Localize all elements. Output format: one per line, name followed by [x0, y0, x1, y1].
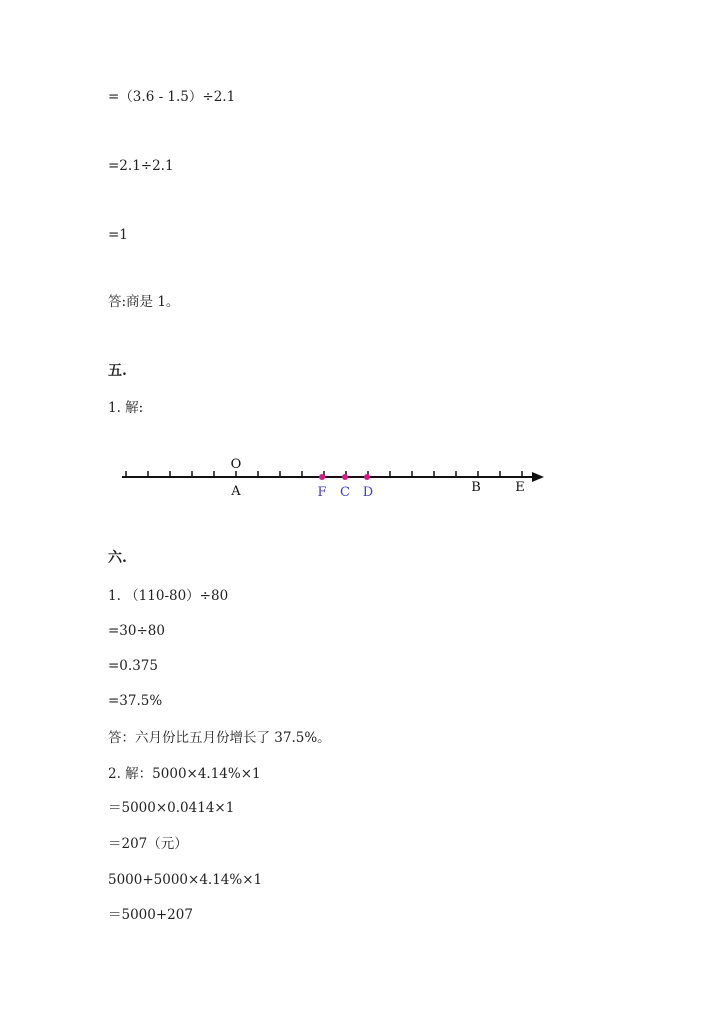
six-line-2: =30÷80 — [108, 623, 165, 639]
six-line-1: 1. （110-80）÷80 — [108, 588, 229, 604]
number-line-arrow-icon — [532, 472, 544, 482]
point-c-label: C — [340, 485, 350, 500]
calc-line-2: =2.1÷2.1 — [108, 158, 174, 174]
point-b-label: B — [471, 480, 481, 495]
section-five-item-1: 1. 解: — [108, 400, 144, 416]
origin-label: O — [230, 457, 242, 472]
point-f-label: F — [317, 485, 327, 500]
point-f-dot — [319, 474, 325, 480]
six-line-8: ＝207（元） — [108, 836, 188, 852]
point-d-label: D — [362, 485, 374, 500]
six-line-6: 2. 解：5000×4.14%×1 — [108, 766, 261, 782]
answer-line: 答:商是 1。 — [108, 294, 180, 310]
six-line-7: ＝5000×0.0414×1 — [108, 800, 235, 816]
calc-line-3: =1 — [108, 227, 128, 243]
number-line-diagram — [0, 440, 720, 510]
point-d-dot — [364, 474, 370, 480]
six-line-10: ＝5000+207 — [108, 907, 193, 923]
section-six-heading: 六. — [108, 550, 127, 566]
point-a-label: A — [231, 484, 241, 499]
six-line-3: =0.375 — [108, 658, 158, 674]
calc-line-1: =（3.6 - 1.5）÷2.1 — [108, 89, 236, 105]
point-e-label: E — [515, 480, 525, 495]
six-line-4: =37.5% — [108, 693, 163, 709]
six-answer-line: 答：六月份比五月份增长了 37.5%。 — [108, 730, 331, 746]
point-c-dot — [342, 474, 348, 480]
six-line-9: 5000+5000×4.14%×1 — [108, 872, 263, 888]
section-five-heading: 五. — [108, 363, 127, 379]
